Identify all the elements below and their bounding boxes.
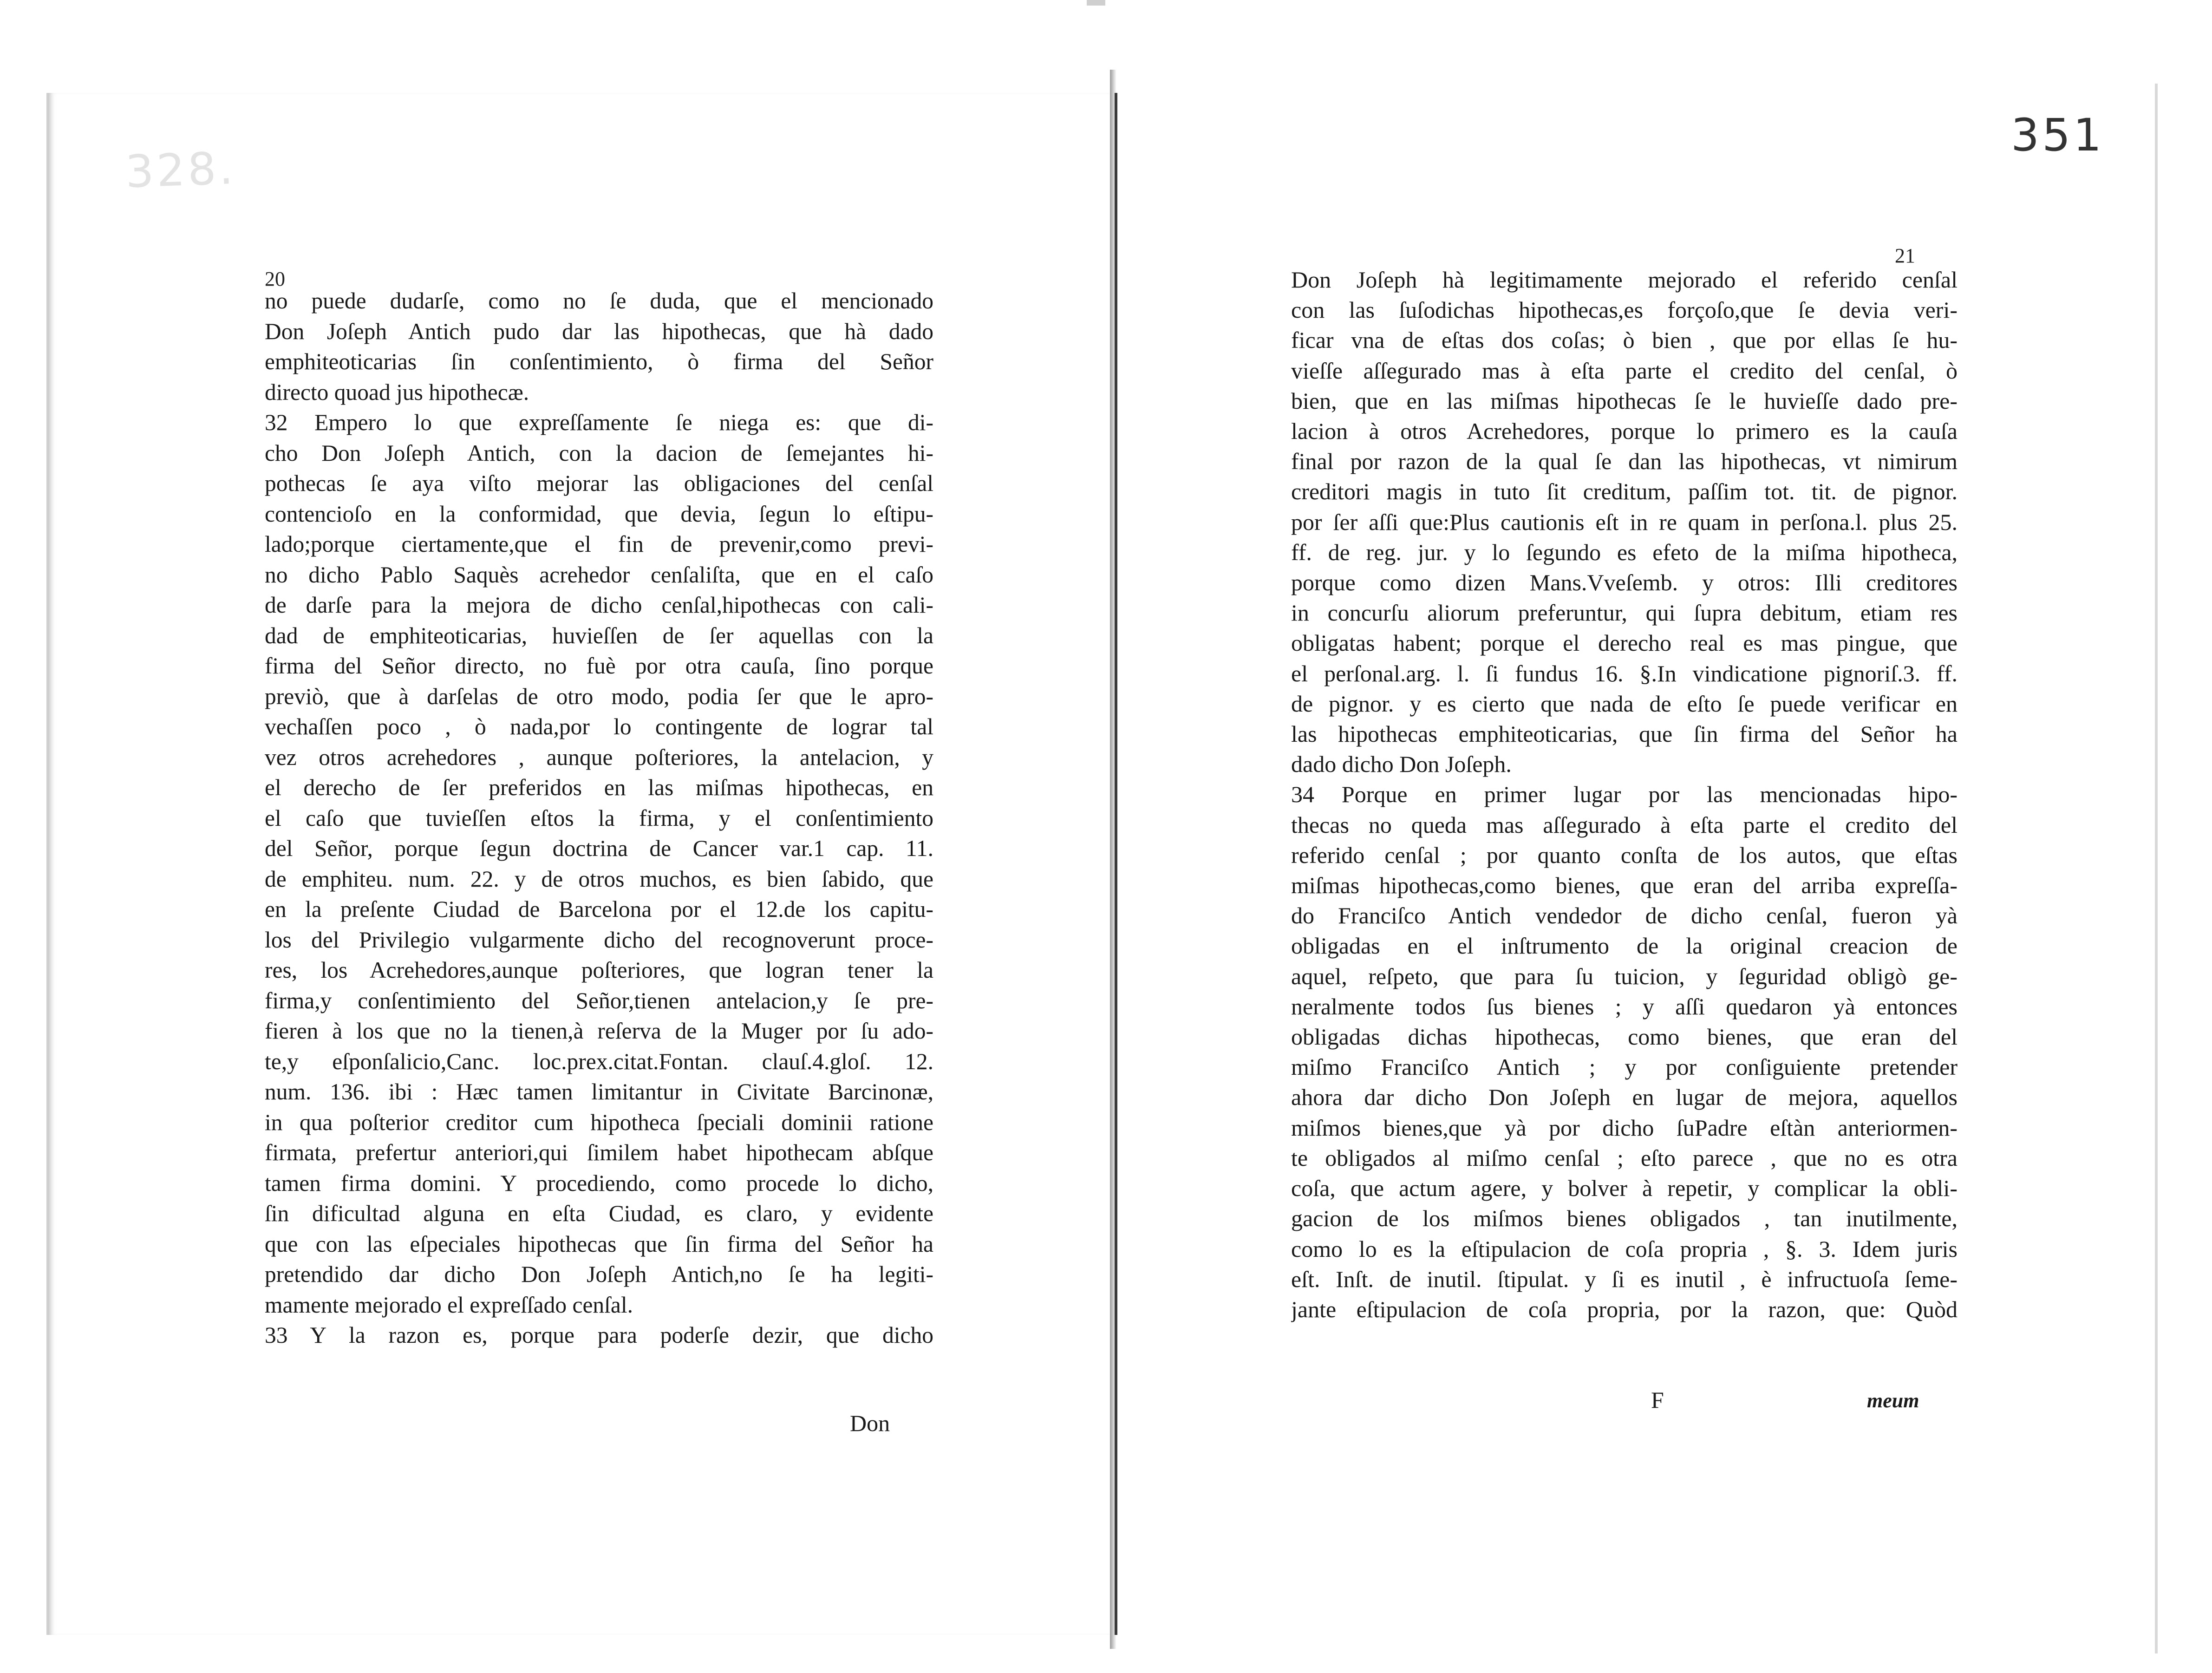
text-line: eſt. Inſt. de inutil. ſtipulat. y ſi es inutil , è infructuoſa ſeme- (1291, 1266, 1958, 1292)
text-line: vez otros acrehedores , aunque poſteriores, la antelacion, y (265, 744, 933, 770)
text-line: vieſſe aſſegurado mas à eſta parte el credito del cenſal, ò (1291, 357, 1958, 384)
text-line: miſmos bienes,que yà por dicho ſuPadre eſtàn anteriormen- (1291, 1114, 1958, 1141)
text-line: num. 136. ibi : Hæc tamen limitantur in Civitate Barcinonæ, (265, 1079, 933, 1104)
text-line: que con las eſpeciales hipothecas que ſin firma del Señor ha (265, 1231, 933, 1257)
text-line: de pignor. y es cierto que nada de eſto ſe puede verificar en (1291, 690, 1958, 717)
text-line: gacion de los miſmos bienes obligados , tan inutilmente, (1291, 1205, 1958, 1232)
binding-mark (1087, 0, 1105, 6)
text-line: 32 Empero lo que expreſſamente ſe niega es: que di- (265, 410, 933, 435)
text-line: aquel, reſpeto, que para ſu tuicion, y ſeguridad obligò ge- (1291, 963, 1958, 989)
text-line: lado;porque ciertamente,que el fin de prevenir,como previ- (265, 531, 933, 557)
left-folio-number: 328. (124, 142, 237, 198)
text-line: bien, que en las miſmas hipothecas ſe le huvieſſe dado pre- (1291, 387, 1958, 414)
text-line: do Franciſco Antich vendedor de dicho cenſal, fueron yà (1291, 902, 1958, 929)
text-line: jante eſtipulacion de coſa propria, por la razon, que: Quòd (1291, 1296, 1958, 1322)
text-line: ff. de reg. jur. y lo ſegundo es efeto de la miſma hipotheca, (1291, 539, 1958, 565)
text-line: del Señor, porque ſegun doctrina de Cancer var.1 cap. 11. (265, 836, 933, 861)
text-line: ahora dar dicho Don Joſeph en lugar de mejora, aquellos (1291, 1084, 1958, 1111)
text-line: creditori magis in tuto ſit creditum, paſſim tot. tit. de pignor. (1291, 478, 1958, 505)
left-catchword: Don (850, 1410, 890, 1436)
text-line: dado dicho Don Joſeph. (1291, 751, 1512, 778)
text-line: con las ſuſodichas hipothecas,es forçoſo,que ſe devia veri- (1291, 297, 1958, 323)
text-line: no dicho Pablo Saquès acrehedor cenſaliſta, que en el caſo (265, 562, 933, 588)
text-line: ſin dificultad alguna en eſta Ciudad, es claro, y evidente (265, 1201, 933, 1226)
text-line: miſmo Franciſco Antich ; y por conſiguiente pretender (1291, 1054, 1958, 1080)
text-line: in concurſu aliorum preferuntur, qui ſupra debitum, etiam res (1291, 600, 1958, 626)
text-line: el derecho de ſer preferidos en las miſmas hipothecas, en (265, 775, 933, 800)
text-line: Don Joſeph Antich pudo dar las hipothecas, que hà dado (265, 318, 933, 344)
right-text-block (1291, 265, 1958, 1325)
text-line: el perſonal.arg. l. ſi fundus 16. §.In vindicatione pignoriſ.3. ff. (1291, 660, 1958, 686)
text-line: no puede dudarſe, como no ſe duda, que el mencionado (265, 288, 933, 314)
text-line: lacion à otros Acrehedores, porque lo primero es la cauſa (1291, 418, 1958, 444)
text-line: res, los Acrehedores,aunque poſteriores, que logran tener la (265, 957, 933, 983)
text-line: Don Joſeph hà legitimamente mejorado el referido cenſal (1291, 267, 1958, 293)
text-line: vechaſſen poco , ò nada,por lo contingente de lograr tal (265, 714, 933, 739)
text-line: obligatas habent; porque el derecho real es mas pingue, que (1291, 630, 1958, 656)
text-line: firma del Señor directo, no fuè por otra cauſa, ſino porque (265, 653, 933, 679)
text-line: fieren à los que no la tienen,à reſerva de la Muger por ſu ado- (265, 1018, 933, 1044)
text-line: de emphiteu. num. 22. y de otros muchos, es bien ſabido, que (265, 866, 933, 892)
text-line: en la preſente Ciudad de Barcelona por el 12.de los capitu- (265, 896, 933, 922)
text-line: final por razon de la qual ſe dan las hipothecas, vt nimirum (1291, 448, 1958, 475)
right-folio-number: 351 (2011, 109, 2105, 161)
text-line: referido cenſal ; por quanto conſta de los autos, que eſtas (1291, 842, 1958, 868)
text-line: cho Don Joſeph Antich, con la dacion de ſemejantes hi- (265, 440, 933, 466)
right-catchword: meum (1867, 1389, 1919, 1412)
text-line: el caſo que tuvieſſen eſtos la firma, y el conſentimiento (265, 805, 933, 831)
signature-mark: F (1651, 1387, 1664, 1413)
text-line: mamente mejorado el expreſſado cenſal. (265, 1292, 633, 1318)
text-line: previò, que à darſelas de otro modo, podia ſer que le apro- (265, 683, 933, 709)
text-line: los del Privilegio vulgarmente dicho del recognoverunt proce- (265, 927, 933, 953)
left-text-block (265, 286, 933, 1351)
text-line: 34 Porque en primer lugar por las mencionadas hipo- (1291, 781, 1958, 808)
text-line: thecas no queda mas aſſegurado à eſta parte el credito del (1291, 811, 1958, 838)
text-line: dad de emphiteoticarias, huvieſſen de ſer aquellas con la (265, 622, 933, 648)
right-page-edge (2155, 84, 2158, 1653)
text-line: directo quoad jus hipothecæ. (265, 379, 529, 405)
text-line: tamen firma domini. Y procediendo, como procede lo dicho, (265, 1170, 933, 1196)
text-line: de darſe para la mejora de dicho cenſal,hipothecas con cali- (265, 592, 933, 618)
left-page-number: 20 (265, 268, 285, 290)
text-line: obligadas dichas hipothecas, como bienes, que eran del (1291, 1024, 1958, 1050)
text-line: neralmente todos ſus bienes ; y aſſi quedaron yà entonces (1291, 993, 1958, 1019)
text-line: te obligados al miſmo cenſal ; eſto parece , que no es otra (1291, 1144, 1958, 1171)
text-line: in qua poſterior creditor cum hipotheca ſpeciali dominii ratione (265, 1109, 933, 1135)
text-line: pothecas ſe aya viſto mejorar las obligaciones del cenſal (265, 471, 933, 496)
text-line: por ſer aſſi que:Plus cautionis eſt in re quam in perſona.l. plus 25. (1291, 509, 1958, 535)
text-line: contencioſo en la conformidad, que devia, ſegun lo eſtipu- (265, 501, 933, 527)
text-line: pretendido dar dicho Don Joſeph Antich,no ſe ha legiti- (265, 1261, 933, 1287)
text-line: te,y eſponſalicio,Canc. loc.prex.citat.Fontan. clauſ.4.gloſ. 12. (265, 1048, 933, 1074)
text-line: 33 Y la razon es, porque para poderſe dezir, que dicho (265, 1322, 933, 1348)
text-line: miſmas hipothecas,como bienes, que eran del arriba expreſſa- (1291, 872, 1958, 899)
text-line: coſa, que actum agere, y bolver à repetir, y complicar la obli- (1291, 1175, 1958, 1202)
text-line: las hipothecas emphiteoticarias, que ſin firma del Señor ha (1291, 721, 1958, 747)
text-line: ficar vna de eſtas dos coſas; ò bien , que por ellas ſe hu- (1291, 327, 1958, 353)
right-page-number: 21 (1895, 244, 1915, 267)
text-line: porque como dizen Mans.Vveſemb. y otros: Illi creditores (1291, 569, 1958, 596)
text-line: emphiteoticarias ſin conſentimiento, ò firma del Señor (265, 349, 933, 374)
text-line: obligadas en el inſtrumento de la original creacion de (1291, 933, 1958, 959)
text-line: firmata, prefertur anteriori,qui ſimilem habet hipothecam abſque (265, 1140, 933, 1165)
text-line: como lo es la eſtipulacion de coſa propria , §. 3. Idem juris (1291, 1235, 1958, 1262)
text-line: firma,y conſentimiento del Señor,tienen antelacion,y ſe pre- (265, 987, 933, 1013)
